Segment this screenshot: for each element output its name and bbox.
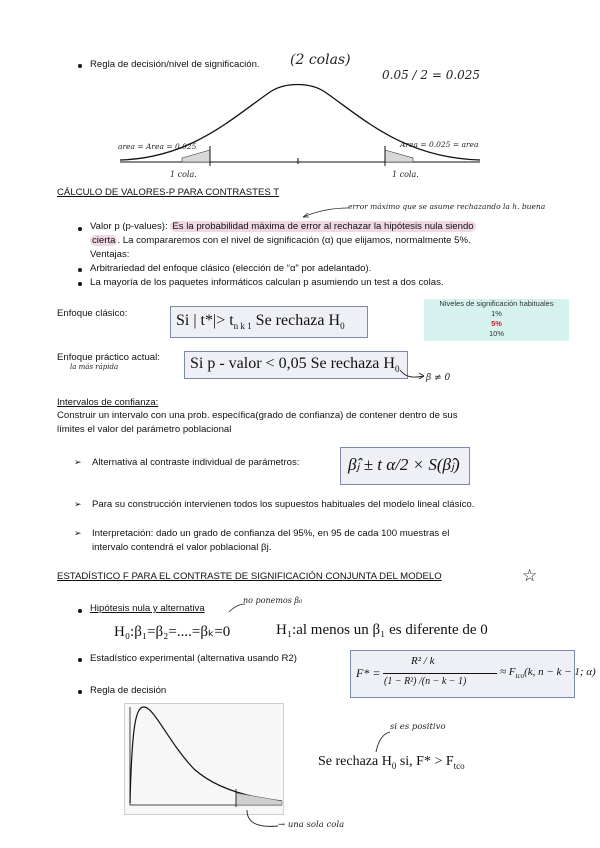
pvalue-highlight-1: Es la probabilidad máxima de error al rechazar la hipótesis nula siendo	[172, 221, 474, 232]
level-1: 1%	[491, 309, 502, 318]
reject-rule-tail: si, F* > F	[396, 754, 454, 769]
f-denominator: (1 − R²) /(n − k − 1)	[384, 676, 467, 687]
bullet-dot	[78, 609, 82, 613]
classic-formula-sub: n k 1	[233, 321, 252, 332]
f-lhs: F* =	[356, 666, 381, 680]
bullet-dot	[78, 64, 82, 68]
practical-formula-main: Si p - valor < 0,05 Se rechaza H	[190, 355, 395, 372]
bullet-arbitrariedad: Arbitrariedad del enfoque clásico (elección de “α” por adelantado).	[90, 263, 372, 274]
half-alpha-note: 0.05 / 2 = 0.025	[382, 68, 481, 82]
f-rhs-args: (k, n − k − 1; α)	[524, 666, 596, 678]
classic-approach-label: Enfoque clásico:	[57, 308, 128, 319]
alternative-hypothesis: H₁:al menos un β₁ es diferente de 0	[276, 622, 488, 638]
level-10: 10%	[488, 329, 504, 338]
intervals-title: Intervalos de confianza:	[57, 397, 159, 408]
bullet-paquetes: La mayoría de los paquetes informáticos calculan p asumiendo un test a dos colas.	[90, 277, 444, 288]
section-title-f-statistic: ESTADÍSTICO F PARA EL CONTRASTE DE SIGNIFICACIÓN CONJUNTA DEL MODELO	[57, 571, 442, 582]
pvalue-line-1	[90, 220, 476, 233]
left-tail-note: 1 cola.	[170, 170, 197, 179]
bullet-dot	[78, 268, 82, 272]
hypothesis-note: no ponemos β₀	[243, 596, 303, 605]
pvalue-highlight-2: cierta	[92, 235, 116, 246]
intervals-item-1: Alternativa al contraste individual de parámetros:	[92, 457, 300, 468]
reject-rule-subtco: tco	[453, 760, 465, 771]
rule-label: Regla de decisión/nivel de significación.	[90, 59, 260, 70]
right-area-note: Area = 0.025 = area	[400, 140, 479, 149]
arrow-bullet: ➢	[74, 528, 82, 538]
practical-approach-label: Enfoque práctico actual:	[57, 352, 160, 363]
intervals-desc-1: Construir un intervalo con una prob. específica(grado de confianza) de contener dentro de sus	[57, 410, 458, 421]
classic-formula-tail: Se rechaza H	[251, 312, 341, 329]
pvalue-rest: . La compararemos con el nivel de significación (α) que elijamos, normalmente 5%.	[117, 235, 471, 246]
normal-curve-figure	[110, 80, 490, 180]
f-rhs-main: ≈ F	[500, 666, 516, 678]
bullet-dot	[78, 658, 82, 662]
intervals-item-3-line-1: Interpretación: dado un grado de confianza del 95%, en 95 de cada 100 muestras el	[92, 528, 450, 539]
positive-note-arrow	[370, 730, 394, 754]
interval-formula: β̂ⱼ ± t α/2 × S(β̂ⱼ)	[348, 455, 460, 474]
section-title-pvalues: CÁLCULO DE VALORES-P PARA CONTRASTES T	[57, 187, 280, 198]
classic-formula-sub0: 0	[340, 321, 345, 332]
practical-formula-sub0: 0	[394, 364, 400, 375]
left-tail-area	[182, 150, 210, 162]
one-tail-note: → una sola cola	[278, 820, 345, 830]
reject-rule-text: Se rechaza H	[318, 754, 392, 769]
beta-arrow	[398, 368, 428, 382]
pvalue-line-2	[90, 234, 471, 247]
beta-note: β ≠ 0	[426, 373, 451, 383]
error-note-arrow	[300, 204, 350, 220]
f-rhs-sub: tco	[515, 672, 525, 681]
hypothesis-note-arrow	[225, 600, 247, 614]
null-hypothesis: H₀:β₁=β₂=....=βₖ=0	[114, 624, 231, 640]
intervals-item-3-line-2: intervalo contendrá el valor poblacional βj.	[92, 542, 272, 553]
reject-rule-sub0: 0	[391, 760, 397, 771]
star-icon: ☆	[522, 566, 538, 586]
right-tail-note: 1 cola.	[392, 170, 419, 179]
f-fraction-line	[383, 673, 497, 674]
f-numerator: R² / k	[411, 655, 435, 667]
intervals-desc-2: límites el valor del parámetro poblacional	[57, 424, 232, 435]
levels-title: Niveles de significación habituales	[439, 299, 554, 308]
f-distribution-figure	[124, 703, 284, 815]
bullet-dot	[78, 690, 82, 694]
f-rhs	[500, 666, 596, 680]
ventajas-label: Ventajas:	[90, 249, 130, 260]
right-tail-area	[385, 150, 413, 162]
practical-formula	[190, 355, 399, 374]
statistic-label: Estadístico experimental (alternativa usando R2)	[90, 653, 297, 664]
arrow-bullet: ➢	[74, 499, 82, 509]
hypothesis-label: Hipótesis nula y alternativa	[90, 603, 205, 614]
decision-rule-label: Regla de decisión	[90, 685, 167, 696]
bullet-dot	[78, 282, 82, 286]
significance-levels-box	[424, 299, 569, 341]
positive-note: si es positivo	[390, 722, 446, 732]
level-5: 5%	[491, 319, 502, 328]
pvalue-prefix: Valor p (p-values):	[90, 221, 168, 232]
classic-formula	[176, 312, 345, 331]
classic-formula-main: Si | t*|> t	[176, 312, 234, 329]
arrow-bullet: ➢	[74, 457, 82, 467]
bullet-dot	[78, 227, 82, 231]
left-area-note: area = Area = 0.025	[118, 142, 197, 151]
error-note: error máximo que se asume rechazando la h. buena	[348, 202, 546, 211]
reject-rule	[318, 754, 465, 771]
rule-note: (2 colas)	[290, 52, 351, 68]
intervals-item-2: Para su construcción intervienen todos los supuestos habituales del modelo lineal clásico.	[92, 499, 475, 510]
practical-note: la más rápida	[70, 363, 119, 371]
